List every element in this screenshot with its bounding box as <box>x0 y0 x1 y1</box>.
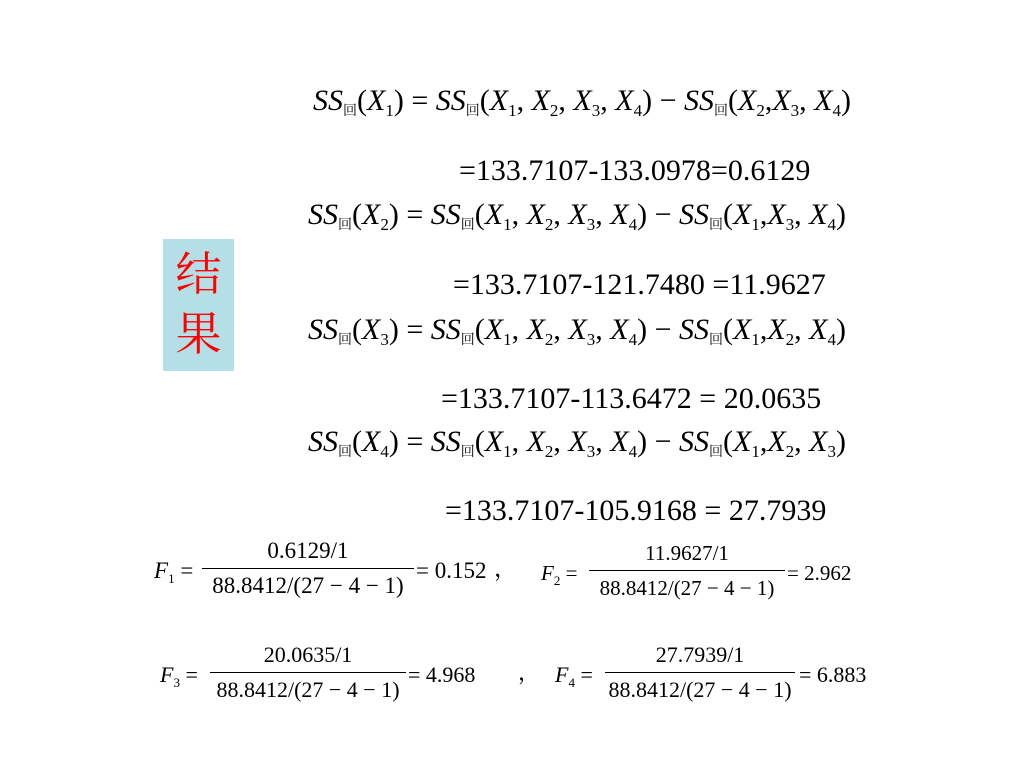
f-stat-3-denominator: 88.8412/(27 − 4 − 1) <box>216 677 400 702</box>
f-stat-3: $F_3$ = 20.0635/1 88.8412/(27 − 4 − 1) = 4.968 ， <box>160 642 541 702</box>
f-stat-4: $F_4$ = 27.7939/1 88.8412/(27 − 4 − 1) = 6.883 <box>555 642 867 702</box>
badge-char-2: 果 <box>175 307 222 361</box>
fraction-bar <box>605 672 795 673</box>
ss-equation-x3: SS回$(X_3)$ = SS回($X_1$, $X_2$, $X_3$, $X_4$) − SS回($X_1,X_2$, $X_4$) <box>308 313 846 349</box>
badge-char-1: 结 <box>175 247 222 301</box>
ss-equation-x4: SS回$(X_4)$ = SS回($X_1$, $X_2$, $X_3$, $X_4$) − SS回($X_1,X_2$, $X_3$) <box>308 425 846 461</box>
ss-result-x2: =133.7107-121.7480 =11.9627 <box>453 268 826 301</box>
ss-result-x3: =133.7107-113.6472 = 20.0635 <box>441 382 822 415</box>
f-stat-2-numerator: 11.9627/1 <box>645 541 729 565</box>
fraction-bar <box>202 568 414 569</box>
f-stat-2: $F_2$ = 11.9627/1 88.8412/(27 − 4 − 1) = 2.962 <box>541 541 852 600</box>
ss-result-x1: =133.7107-133.0978=0.6129 <box>459 154 811 187</box>
f-stat-4-denominator: 88.8412/(27 − 4 − 1) <box>608 677 792 702</box>
f-stat-1: $F_1$ = 0.6129/1 88.8412/(27 − 4 − 1) = 0.152 ， <box>154 538 517 598</box>
ss-equation-x2: SS回$(X_2)$ = SS回($X_1$, $X_2$, $X_3$, $X_4$) − SS回($X_1,X_3$, $X_4$) <box>308 198 846 234</box>
f-stat-1-numerator: 0.6129/1 <box>267 538 349 563</box>
fraction-bar <box>210 672 406 673</box>
result-badge <box>163 239 234 371</box>
ss-equation-x1: SS回$(X_1)$ = SS回($X_1$, $X_2$, $X_3$, $X_4$) − SS回($X_2,X_3$, $X_4$) <box>313 84 851 120</box>
ss-result-x4: =133.7107-105.9168 = 27.7939 <box>445 494 827 527</box>
f-stat-1-denominator: 88.8412/(27 − 4 − 1) <box>212 573 404 598</box>
fraction-bar <box>589 570 785 571</box>
f-stat-3-numerator: 20.0635/1 <box>263 642 353 667</box>
f-stat-2-denominator: 88.8412/(27 − 4 − 1) <box>599 576 775 600</box>
f-stat-4-numerator: 27.7939/1 <box>655 642 745 667</box>
